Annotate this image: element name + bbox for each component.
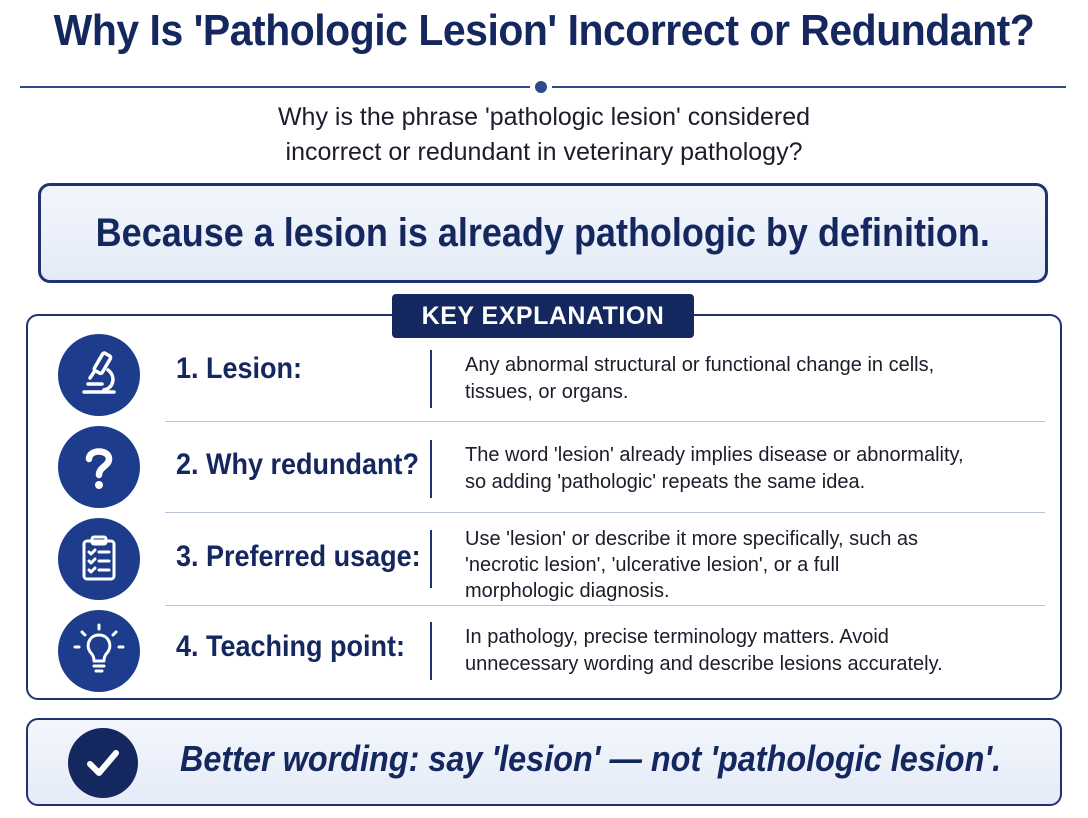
answer-box (38, 183, 1048, 283)
title-divider-left (20, 86, 530, 88)
row-desc-line: tissues, or organs. (465, 381, 629, 403)
row-desc-line: 'necrotic lesion', 'ulcerative lesion', or a full (465, 554, 840, 576)
row-divider (430, 350, 432, 408)
row-label-teaching-point: 4. Teaching point: (176, 630, 406, 663)
checkmark-icon (68, 728, 138, 798)
question-line-1: Why is the phrase 'pathologic lesion' considered (277, 103, 811, 131)
question-line-2: incorrect or redundant in veterinary pathology? (285, 138, 803, 166)
row-desc-why-redundant (465, 442, 1025, 496)
row-separator (165, 512, 1045, 513)
row-desc-preferred-usage (465, 526, 1025, 604)
question (0, 100, 1088, 170)
better-wording-text: Better wording: say 'lesion' — not 'pathologic lesion'. (180, 738, 1002, 779)
row-desc-line: Use 'lesion' or describe it more specifically, such as (465, 528, 918, 550)
row-desc-line: morphologic diagnosis. (465, 580, 670, 602)
row-desc-line: The word 'lesion' already implies disease or abnormality, (465, 444, 964, 466)
row-desc-line: In pathology, precise terminology matters. Avoid (465, 626, 889, 648)
row-label-lesion: 1. Lesion: (176, 352, 303, 385)
lightbulb-icon (58, 610, 140, 692)
clipboard-checklist-icon (58, 518, 140, 600)
row-separator (165, 421, 1045, 422)
row-divider (430, 530, 432, 588)
title-divider-right (552, 86, 1066, 88)
row-divider (430, 622, 432, 680)
row-desc-lesion (465, 352, 1025, 406)
question-mark-icon (58, 426, 140, 508)
row-desc-line: so adding 'pathologic' repeats the same idea. (465, 471, 866, 493)
key-explanation-label: KEY EXPLANATION (392, 294, 694, 338)
row-separator (165, 605, 1045, 606)
answer-text: Because a lesion is already pathologic by definition. (95, 210, 991, 255)
row-desc-line: unnecessary wording and describe lesions accurately. (465, 653, 943, 675)
row-desc-teaching-point (465, 624, 1025, 678)
row-label-preferred-usage: 3. Preferred usage: (176, 540, 421, 573)
row-label-why-redundant: 2. Why redundant? (176, 448, 419, 481)
row-divider (430, 440, 432, 498)
microscope-icon (58, 334, 140, 416)
row-desc-line: Any abnormal structural or functional change in cells, (465, 354, 935, 376)
title-divider-dot (535, 81, 547, 93)
page-title: Why Is 'Pathologic Lesion' Incorrect or Redundant? (53, 6, 1035, 55)
